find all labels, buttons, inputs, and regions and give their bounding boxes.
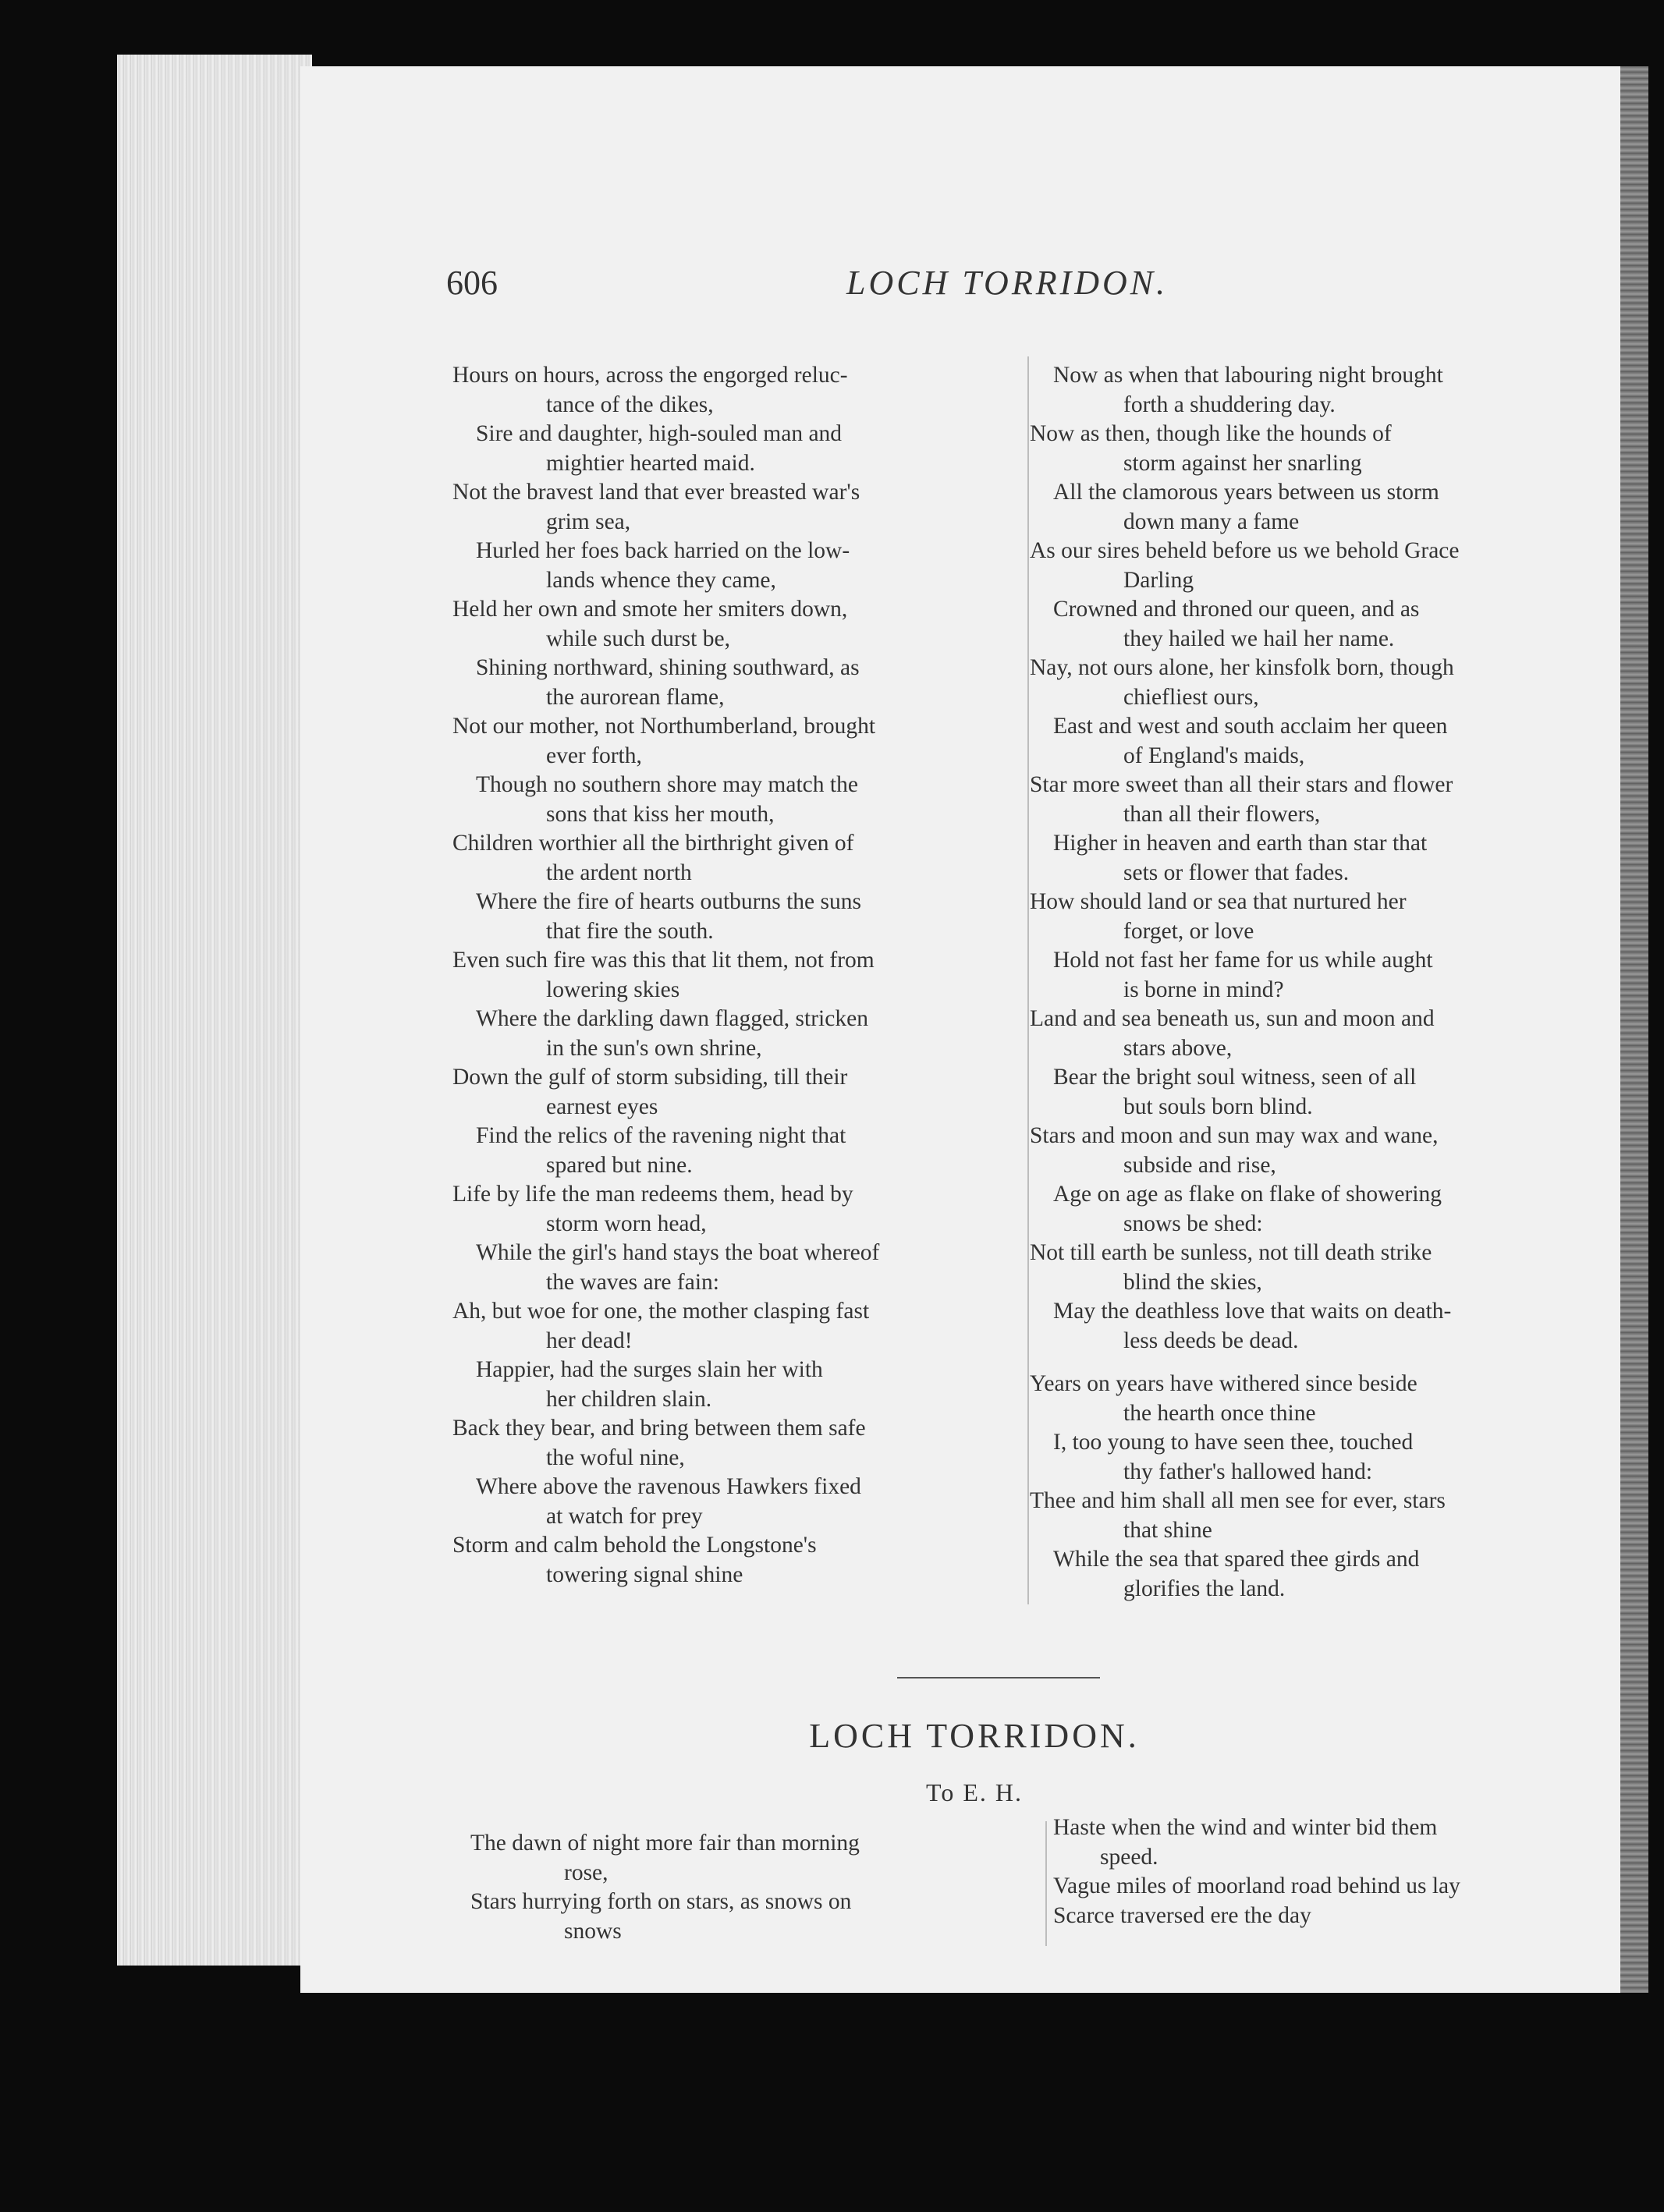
verse-line: storm worn head, (546, 1211, 707, 1236)
verse-line: than all their flowers, (1123, 801, 1321, 827)
verse-line: Bear the bright soul witness, seen of all (1053, 1065, 1417, 1090)
verse-line: while such durst be, (546, 626, 730, 651)
verse-line: sets or flower that fades. (1123, 860, 1350, 885)
left-column (452, 361, 1088, 1590)
verse-line: of England's maids, (1123, 743, 1305, 768)
poem-title: LOCH TORRIDON. (809, 1717, 1140, 1755)
verse-line: Darling (1123, 567, 1194, 593)
verse-line: that shine (1123, 1517, 1212, 1543)
verse-line: While the girl's hand stays the boat whereof (476, 1240, 880, 1265)
verse-line: East and west and south acclaim her queen (1053, 714, 1448, 739)
verse-line: Sire and daughter, high-souled man and (476, 421, 843, 446)
verse-line: Stars and moon and sun may wax and wane, (1030, 1123, 1439, 1148)
verse-line: All the clamorous years between us storm (1053, 480, 1439, 505)
verse-line: Not till earth be sunless, not till death strike (1030, 1240, 1432, 1265)
verse-line: Shining northward, shining southward, as (476, 655, 860, 680)
book-page (300, 66, 1648, 1993)
verse-line: Though no southern shore may match the (476, 772, 858, 797)
verse-line: ever forth, (546, 743, 642, 768)
verse-line: Crowned and throned our queen, and as (1053, 597, 1420, 622)
verse-line: Storm and calm behold the Longstone's (452, 1533, 817, 1558)
page-number: 606 (446, 264, 498, 302)
verse-line: lands whence they came, (546, 567, 776, 593)
verse-line: thy father's hallowed hand: (1123, 1459, 1373, 1484)
verse-line: I, too young to have seen thee, touched (1053, 1430, 1414, 1455)
verse-line: As our sires beheld before us we behold Grace (1030, 538, 1460, 563)
verse-line: Now as when that labouring night brought (1053, 363, 1443, 388)
verse-line: stars above, (1123, 1035, 1233, 1061)
verse-line: in the sun's own shrine, (546, 1035, 762, 1061)
verse-line: her children slain. (546, 1386, 712, 1412)
verse-line: forth a shuddering day. (1123, 392, 1336, 417)
verse-line: Hold not fast her fame for us while aught (1053, 948, 1433, 973)
verse-line: the aurorean flame, (546, 684, 725, 710)
stanza-gap (1030, 1356, 1638, 1370)
verse-line: they hailed we hail her name. (1123, 626, 1395, 651)
verse-line: Back they bear, and bring between them safe (452, 1416, 866, 1441)
verse-line: blind the skies, (1123, 1269, 1262, 1295)
right-column (1030, 361, 1638, 1604)
running-head: LOCH TORRIDON. (846, 264, 1169, 302)
verse-line: Higher in heaven and earth than star that (1053, 831, 1428, 856)
verse-line: lowering skies (546, 977, 680, 1002)
verse-line: Hours on hours, across the engorged reluc- (452, 363, 848, 388)
verse-line: subside and rise, (1123, 1152, 1276, 1178)
verse-line: tance of the dikes, (546, 392, 714, 417)
verse-line: Years on years have withered since beside (1030, 1371, 1417, 1396)
verse-line: Even such fire was this that lit them, not from (452, 948, 875, 973)
verse-line: Haste when the wind and winter bid them (1053, 1815, 1438, 1840)
verse-line: Age on age as flake on flake of showering (1053, 1182, 1442, 1207)
verse-line: sons that kiss her mouth, (546, 801, 775, 827)
verse-line: the waves are fain: (546, 1269, 719, 1295)
verse-line: the hearth once thine (1123, 1400, 1316, 1426)
verse-line: Where above the ravenous Hawkers fixed (476, 1474, 861, 1499)
verse-line: Ah, but woe for one, the mother clasping fast (452, 1299, 870, 1324)
verse-line: but souls born blind. (1123, 1094, 1313, 1119)
verse-line: Down the gulf of storm subsiding, till their (452, 1065, 848, 1090)
verse-line: Stars hurrying forth on stars, as snows on (470, 1889, 852, 1914)
verse-line: Scarce traversed ere the day (1053, 1902, 1311, 1928)
verse-line: The dawn of night more fair than morning (470, 1831, 860, 1856)
verse-line: speed. (1100, 1844, 1158, 1870)
verse-line: Star more sweet than all their stars and flower (1030, 772, 1453, 797)
verse-line: snows be shed: (1123, 1211, 1263, 1236)
verse-line: Vague miles of moorland road behind us lay (1053, 1873, 1460, 1898)
verse-line: at watch for prey (546, 1503, 703, 1529)
verse-line: the ardent north (546, 860, 692, 885)
verse-line: earnest eyes (546, 1094, 658, 1119)
verse-line: Nay, not ours alone, her kinsfolk born, though (1030, 655, 1454, 680)
verse-line: Land and sea beneath us, sun and moon and (1030, 1006, 1435, 1031)
verse-line: mightier hearted maid. (546, 450, 755, 476)
verse-line: While the sea that spared thee girds and (1053, 1547, 1420, 1572)
verse-line: is borne in mind? (1123, 977, 1284, 1002)
poem-left-column (470, 1829, 1048, 1946)
verse-line: How should land or sea that nurtured her (1030, 889, 1407, 914)
verse-line: that fire the south. (546, 918, 714, 944)
section-divider (897, 1677, 1100, 1678)
verse-line: chiefliest ours, (1123, 684, 1259, 710)
verse-line: Now as then, though like the hounds of (1030, 421, 1392, 446)
verse-line: snows (564, 1918, 622, 1944)
poem-right-column (1053, 1813, 1630, 1930)
verse-line: less deeds be dead. (1123, 1328, 1299, 1353)
verse-line: Life by life the man redeems them, head by (452, 1182, 853, 1207)
verse-line: forget, or love (1123, 918, 1254, 944)
verse-line: the woful nine, (546, 1445, 685, 1470)
verse-line: Hurled her foes back harried on the low- (476, 538, 850, 563)
verse-line: Find the relics of the ravening night that (476, 1123, 846, 1148)
verse-line: Not the bravest land that ever breasted war's (452, 480, 860, 505)
verse-line: Held her own and smote her smiters down, (452, 597, 848, 622)
poem-dedication: To E. H. (926, 1778, 1023, 1806)
verse-line: Thee and him shall all men see for ever, stars (1030, 1488, 1446, 1513)
verse-line: Where the fire of hearts outburns the suns (476, 889, 861, 914)
verse-line: storm against her snarling (1123, 450, 1362, 476)
verse-line: towering signal shine (546, 1562, 743, 1587)
verse-line: rose, (564, 1859, 608, 1885)
verse-line: grim sea, (546, 509, 631, 534)
book-page-edges (117, 55, 312, 1966)
verse-line: Children worthier all the birthright given of (452, 831, 854, 856)
verse-line: spared but nine. (546, 1152, 693, 1178)
verse-line: Happier, had the surges slain her with (476, 1357, 823, 1382)
verse-line: her dead! (546, 1328, 633, 1353)
verse-line: down many a fame (1123, 509, 1300, 534)
verse-line: Where the darkling dawn flagged, stricken (476, 1006, 868, 1031)
verse-line: glorifies the land. (1123, 1576, 1286, 1601)
verse-line: Not our mother, not Northumberland, brought (452, 714, 876, 739)
verse-line: May the deathless love that waits on death- (1053, 1299, 1452, 1324)
